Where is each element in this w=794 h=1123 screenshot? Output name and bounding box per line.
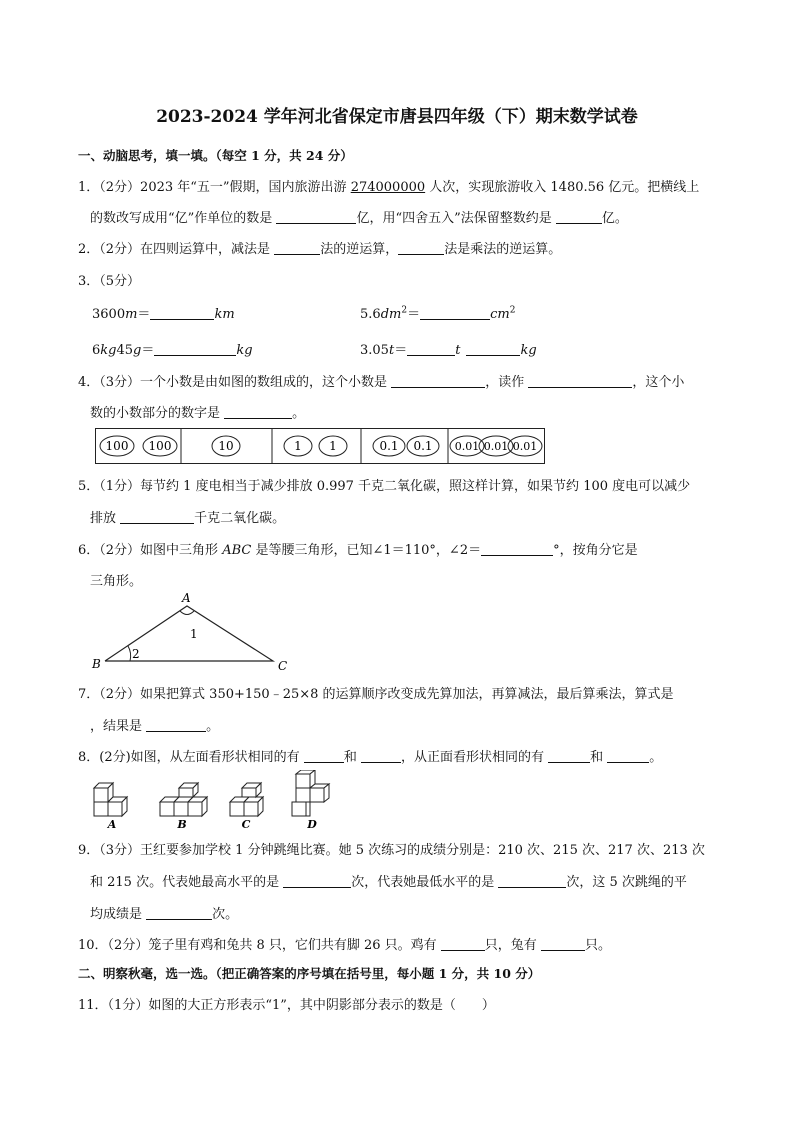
q3-blank-1[interactable] <box>150 307 214 320</box>
question-6-line-2: 三角形。 <box>90 574 143 589</box>
q3-item-4 <box>360 339 537 358</box>
q6-triangle-name: ABC <box>222 543 252 558</box>
q9-text-f: 次。 <box>212 907 239 922</box>
q2-blank-1[interactable] <box>274 242 320 255</box>
q3-unit: t <box>388 343 395 358</box>
q3-value: 3.05 <box>360 343 389 358</box>
q6-label-c: C <box>278 659 288 672</box>
question-6-line-1 <box>78 539 638 558</box>
q7-text-c: 。 <box>206 719 220 734</box>
q6-angle-1-arc <box>180 611 194 615</box>
question-7-line-2 <box>90 715 219 734</box>
q8-text-a: 8．(2分)如图，从左面看形状相同的有 <box>78 750 304 765</box>
q6-label-angle-1: 1 <box>190 627 198 641</box>
q3-blank-5[interactable] <box>466 343 520 356</box>
q3-square: 2 <box>509 305 516 316</box>
q8-text-b: 和 <box>343 750 361 765</box>
section-2-heading: 二、明察秋毫，选一选。（把正确答案的序号填在括号里，每小题 1 分，共 10 分） <box>78 966 541 981</box>
q1-text-c: 的数改写成用“亿”作单位的数是 <box>90 211 277 226</box>
section-1-heading: 一、动脑思考，填一填。（每空 1 分，共 24 分） <box>78 148 353 163</box>
q8-label-b: B <box>177 818 187 830</box>
q3-unit: kg <box>100 343 117 358</box>
q3-unit: m <box>125 307 138 322</box>
q4-text-a: 4．（3分）一个小数是由如图的数组成的，这个小数是 <box>78 375 392 390</box>
q3-blank-4[interactable] <box>407 343 455 356</box>
question-9-line-3 <box>90 903 238 922</box>
q1-underlined-number: 274000000 <box>350 180 426 195</box>
q4-counter-label: 100 <box>148 439 172 453</box>
q8-shape-a <box>94 783 127 816</box>
q8-label-d: D <box>307 818 317 830</box>
q6-angle-2-arc <box>128 646 131 661</box>
q2-blank-2[interactable] <box>398 242 444 255</box>
q6-text-c: °，按角分它是 <box>553 543 638 558</box>
q8-text-d: 和 <box>590 750 608 765</box>
q6-label-angle-2: 2 <box>132 647 140 661</box>
page-title: 2023-2024 学年河北省保定市唐县四年级（下）期末数学试卷 <box>156 107 638 127</box>
q4-counter-label: 10 <box>218 439 234 453</box>
q5-text-b: 排放 <box>90 511 121 526</box>
q4-text-e: 。 <box>292 406 306 421</box>
q7-blank[interactable] <box>146 719 206 732</box>
q3-item-3 <box>92 339 253 358</box>
q6-triangle-figure <box>88 590 298 672</box>
q3-square: 2 <box>401 305 408 316</box>
q3-unit: kg <box>520 343 537 358</box>
q5-blank[interactable] <box>120 511 194 524</box>
q9-text-c: 次，代表她最低水平的是 <box>351 875 499 890</box>
q8-blank-4[interactable] <box>607 750 649 763</box>
question-5-line-2 <box>90 507 285 526</box>
q10-blank-1[interactable] <box>441 938 485 951</box>
q8-blank-2[interactable] <box>361 750 401 763</box>
q1-blank-2[interactable] <box>556 211 602 224</box>
q4-place-value-figure <box>95 428 545 464</box>
question-8 <box>78 746 662 765</box>
q1-text-e: 亿。 <box>601 211 628 226</box>
q8-cube-figures <box>90 770 340 830</box>
q8-blank-1[interactable] <box>304 750 344 763</box>
q1-text-d: 亿，用“四舍五入”法保留整数约是 <box>356 211 556 226</box>
q4-counter-label: 1 <box>329 439 337 453</box>
q3-unit: dm <box>380 307 402 322</box>
q5-text-c: 千克二氧化碳。 <box>194 511 286 526</box>
q3-equals: ＝ <box>394 343 408 358</box>
q3-value: 5.6 <box>360 307 381 322</box>
q8-shape-b <box>160 783 207 816</box>
question-9-line-2 <box>90 871 687 890</box>
q4-blank-2[interactable] <box>528 375 632 388</box>
q9-blank-1[interactable] <box>283 875 351 888</box>
q8-label-a: A <box>107 818 117 830</box>
q10-text-c: 只。 <box>584 938 611 953</box>
q10-text-a: 10．（2分）笼子里有鸡和兔共 8 只，它们共有脚 26 只。鸡有 <box>78 938 441 953</box>
q4-counter-label: 1 <box>294 439 302 453</box>
q3-unit: km <box>214 307 235 322</box>
question-1-line-1 <box>78 176 699 195</box>
q6-text-a: 6．（2分）如图中三角形 <box>78 543 223 558</box>
q4-blank-1[interactable] <box>391 375 485 388</box>
question-4-line-1 <box>78 371 684 390</box>
q3-equals: ＝ <box>407 307 421 322</box>
question-3-heading: 3．（5分） <box>78 274 141 289</box>
question-10 <box>78 934 611 953</box>
q4-counter-label: 0.1 <box>379 439 399 453</box>
q7-text-b: ，结果是 <box>90 719 147 734</box>
q3-value: 45 <box>116 343 134 358</box>
question-5-line-1: 5．（1分）每节约 1 度电相当于减少排放 0.997 千克二氧化碳，照这样计算，如果节约 100 度电可以减少 <box>78 479 691 494</box>
q4-counter-label: 0.01 <box>454 440 480 453</box>
q9-blank-2[interactable] <box>498 875 566 888</box>
q2-text-c: 法是乘法的逆运算。 <box>444 242 562 257</box>
q1-blank-1[interactable] <box>276 211 356 224</box>
q3-blank-2[interactable] <box>420 307 490 320</box>
q1-text-a: 1．（2分）2023 年“五一”假期，国内旅游出游 <box>78 180 351 195</box>
q3-unit: t <box>455 343 461 358</box>
q4-counter-label: 0.01 <box>512 440 538 453</box>
q6-text-b: 是等腰三角形，已知∠1＝110°，∠2＝ <box>251 543 482 558</box>
q6-label-a: A <box>182 591 191 605</box>
q3-item-2 <box>360 303 515 322</box>
q10-text-b: 只，兔有 <box>484 938 541 953</box>
q8-blank-3[interactable] <box>548 750 590 763</box>
q4-counter-label: 0.01 <box>483 440 509 453</box>
q9-text-d: 次，这 5 次跳绳的平 <box>566 875 687 890</box>
q8-text-c: ，从正面看形状相同的有 <box>400 750 549 765</box>
question-2 <box>78 238 561 257</box>
q8-text-e: 。 <box>649 750 663 765</box>
q3-value: 6 <box>92 343 101 358</box>
q10-blank-2[interactable] <box>541 938 585 951</box>
question-4-line-2 <box>90 402 305 421</box>
q8-label-c: C <box>241 818 251 830</box>
q9-text-b: 和 215 次。代表她最高水平的是 <box>90 875 284 890</box>
q3-equals: ＝ <box>137 307 151 322</box>
q4-text-d: 数的小数部分的数字是 <box>90 406 225 421</box>
q2-text-b: 法的逆运算， <box>320 242 399 257</box>
q3-unit: cm <box>490 307 510 322</box>
q9-text-e: 均成绩是 <box>90 907 147 922</box>
question-7-line-1: 7．（2分）如果把算式 350+150﹣25×8 的运算顺序改变成先算加法，再算减法，最后算乘法，算式是 <box>78 687 674 702</box>
q4-blank-3[interactable] <box>224 406 292 419</box>
question-1-line-2 <box>90 207 628 226</box>
question-9-line-1: 9．（3分）王红要参加学校 1 分钟跳绳比赛。她 5 次练习的成绩分别是：210 次、215 次、217 次、213 次 <box>78 843 705 858</box>
q8-shape-c <box>230 783 263 816</box>
q3-item-1 <box>92 303 235 322</box>
q4-text-c: ，这个小 <box>632 375 685 390</box>
q4-text-b: ，读作 <box>485 375 529 390</box>
q3-value: 3600 <box>92 307 126 322</box>
q4-counter-label: 0.1 <box>413 439 433 453</box>
q6-label-b: B <box>92 657 101 671</box>
q3-equals: ＝ <box>141 343 155 358</box>
q3-blank-3[interactable] <box>154 343 236 356</box>
q1-text-b: 人次，实现旅游收入 1480.56 亿元。把横线上 <box>425 180 700 195</box>
question-11: 11．（1分）如图的大正方形表示“1”，其中阴影部分表示的数是（ ） <box>78 998 495 1013</box>
q4-counter-label: 100 <box>105 439 129 453</box>
q8-shape-d <box>292 770 329 816</box>
q6-blank[interactable] <box>481 543 553 556</box>
q9-blank-3[interactable] <box>146 907 212 920</box>
q3-unit: g <box>133 343 142 358</box>
q3-unit: kg <box>236 343 253 358</box>
q2-text-a: 2．（2分）在四则运算中，减法是 <box>78 242 275 257</box>
